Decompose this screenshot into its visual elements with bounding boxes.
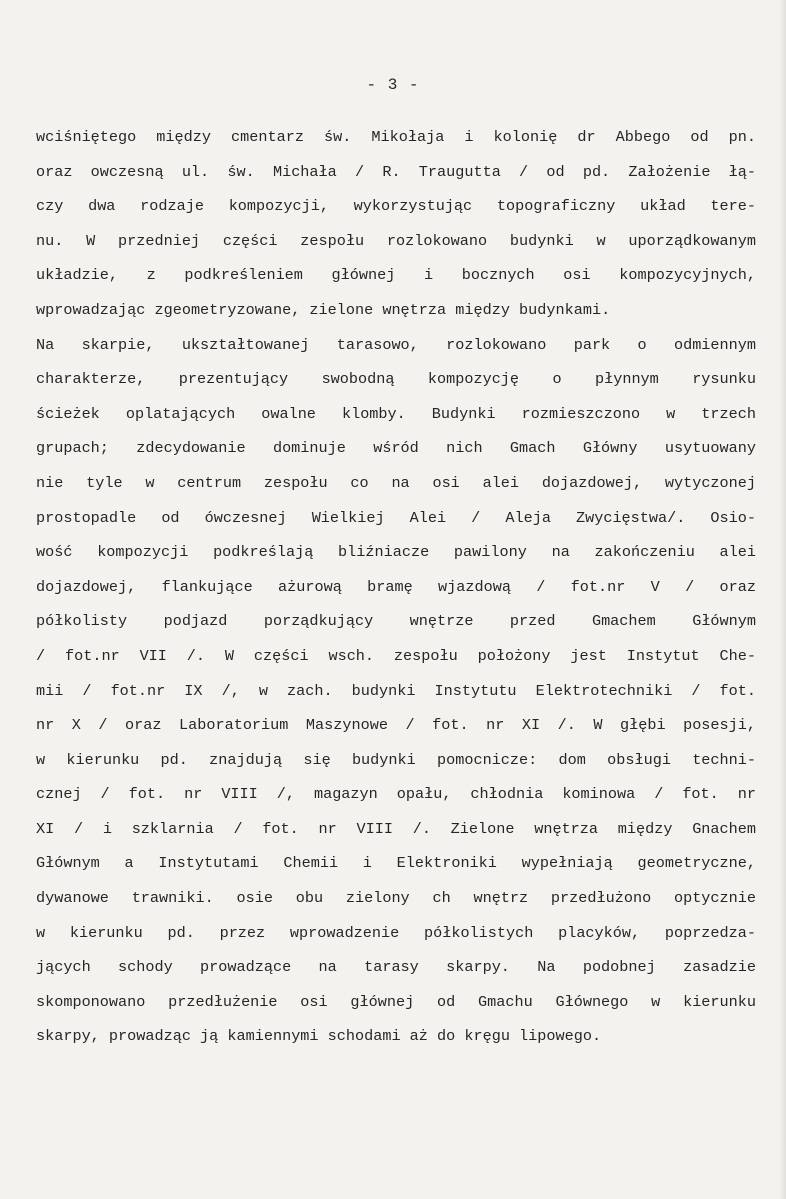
text-line: prostopadle od ówczesnej Wielkiej Alei / Aleja Zwycięstwa/. Osio-	[36, 508, 756, 527]
text-line: Głównym a Instytutami Chemii i Elektroniki wypełniają geometryczne,	[36, 854, 756, 873]
text-line: charakterze, prezentujący swobodną kompozycję o płynnym rysunku	[36, 370, 756, 389]
text-line: czy dwa rodzaje kompozycji, wykorzystując topograficzny układ tere-	[36, 197, 756, 216]
text-line: dojazdowej, flankujące ażurową bramę wjazdową / fot.nr V / oraz	[36, 577, 756, 596]
text-line: skomponowano przedłużenie osi głównej od Gmachu Głównego w kierunku	[36, 992, 756, 1011]
page-number: - 3 -	[366, 76, 420, 94]
text-line: nr X / oraz Laboratorium Maszynowe / fot. nr XI /. W głębi posesji,	[36, 716, 756, 735]
text-line: w kierunku pd. znajdują się budynki pomocnicze: dom obsługi techni-	[36, 750, 756, 769]
text-line: oraz owczesną ul. św. Michała / R. Traugutta / od pd. Założenie łą-	[36, 162, 756, 181]
text-line: / fot.nr VII /. W części wsch. zespołu położony jest Instytut Che-	[36, 646, 756, 665]
text-line: wość kompozycji podkreślają bliźniacze pawilony na zakończeniu alei	[36, 543, 756, 562]
text-line: w kierunku pd. przez wprowadzenie półkolistych placyków, poprzedza-	[36, 923, 756, 942]
text-line: mii / fot.nr IX /, w zach. budynki Instytutu Elektrotechniki / fot.	[36, 681, 756, 700]
text-line: wciśniętego między cmentarz św. Mikołaja i kolonię dr Abbego od pn.	[36, 128, 756, 146]
text-line: dywanowe trawniki. osie obu zielony ch wnętrz przedłużono optycznie	[36, 889, 756, 908]
text-line: wprowadzając zgeometryzowane, zielone wnętrza między budynkami.	[36, 300, 611, 319]
text-line: nu. W przedniej części zespołu rozlokowano budynki w uporządkowanym	[36, 231, 756, 250]
text-line: skarpy, prowadząc ją kamiennymi schodami aż do kręgu lipowego.	[36, 1027, 602, 1046]
text-line: układzie, z podkreśleniem głównej i bocznych osi kompozycyjnych,	[36, 266, 756, 285]
text-line: Na skarpie, ukształtowanej tarasowo, rozlokowano park o odmiennym	[36, 335, 756, 354]
text-line: XI / i szklarnia / fot. nr VIII /. Zielone wnętrza między Gnachem	[36, 819, 756, 838]
text-line: jących schody prowadzące na tarasy skarpy. Na podobnej zasadzie	[36, 958, 756, 977]
text-line: nie tyle w centrum zespołu co na osi alei dojazdowej, wytyczonej	[36, 473, 756, 492]
body-text	[36, 120, 756, 1054]
text-line: cznej / fot. nr VIII /, magazyn opału, chłodnia kominowa / fot. nr	[36, 785, 756, 804]
page-edge-shadow	[780, 0, 786, 1199]
text-line: ścieżek oplatających owalne klomby. Budynki rozmieszczono w trzech	[36, 404, 756, 423]
text-line: grupach; zdecydowanie dominuje wśród nich Gmach Główny usytuowany	[36, 439, 756, 458]
text-line: półkolisty podjazd porządkujący wnętrze przed Gmachem Głównym	[36, 612, 756, 631]
